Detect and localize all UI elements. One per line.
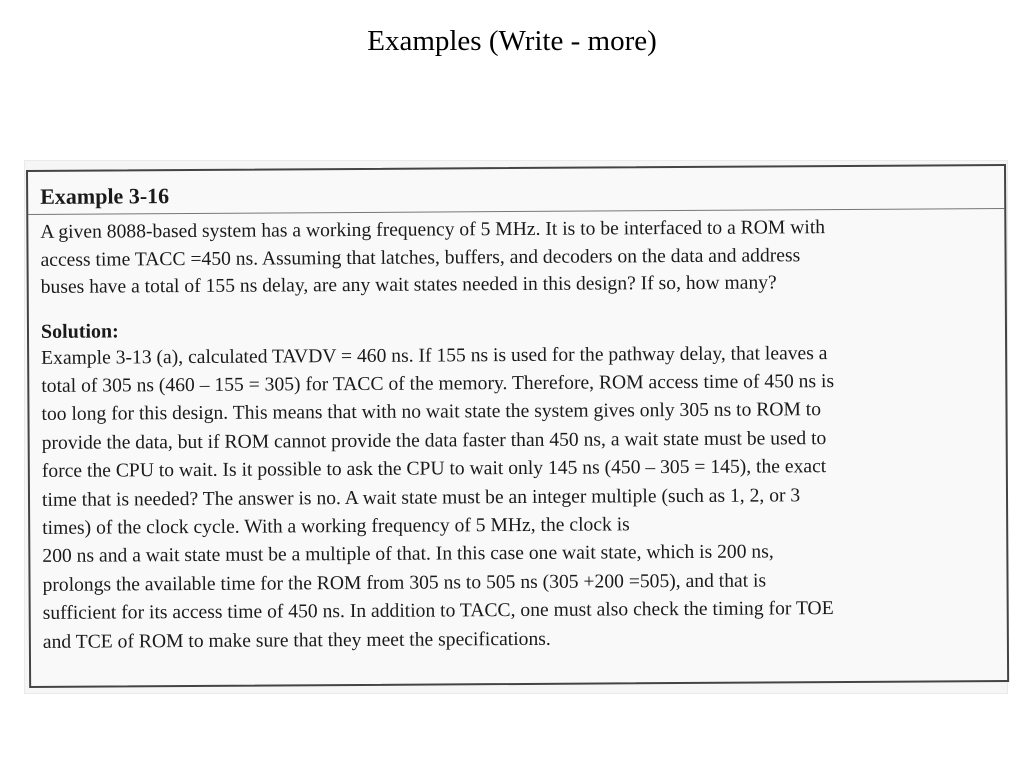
solution-line: force the CPU to wait. Is it possible to ask the CPU to wait only 145 ns (450 – 305 = 145), the exact (41, 456, 827, 483)
solution-line: total of 305 ns (460 – 155 = 305) for TACC of the memory. Therefore, ROM access time of 450 ns is (41, 370, 835, 397)
example-box (26, 164, 1009, 688)
scanned-textbook-excerpt (24, 160, 1008, 694)
solution-line: Example 3-13 (a), calculated TAVDV = 460 ns. If 155 ns is used for the pathway delay, that leaves a (41, 342, 828, 369)
solution-line: sufficient for its access time of 450 ns. In addition to TACC, one must also check the timing for TOE (42, 598, 834, 625)
solution-text (41, 339, 999, 657)
solution-heading: Solution: (40, 319, 119, 343)
solution-line: 200 ns and a wait state must be a multiple of that. In this case one wait state, which is 200 ns, (42, 541, 774, 568)
problem-line: A given 8088-based system has a working frequency of 5 MHz. It is to be interfaced to a ROM with (40, 217, 826, 243)
problem-line: buses have a total of 155 ns delay, are any wait states needed in this design? If so, how many? (40, 272, 777, 298)
solution-line: provide the data, but if ROM cannot provide the data faster than 450 ns, a wait state must be used to (41, 427, 827, 454)
example-heading: Example 3-16 (28, 178, 1004, 215)
solution-line: times) of the clock cycle. With a working frequency of 5 MHz, the clock is (42, 514, 630, 539)
problem-line: access time TACC =450 ns. Assuming that latches, buffers, and decoders on the data and address (40, 244, 801, 271)
solution-line: too long for this design. This means that with no wait state the system gives only 305 ns to ROM to (41, 399, 822, 426)
problem-statement (40, 213, 996, 301)
solution-line: time that is needed? The answer is no. A wait state must be an integer multiple (such as 1, 2, or 3 (41, 484, 801, 511)
slide-title: Examples (Write - more) (367, 25, 657, 57)
solution-line: prolongs the available time for the ROM from 305 ns to 505 ns (305 +200 =505), and that is (42, 570, 767, 596)
solution-line: and TCE of ROM to make sure that they meet the specifications. (42, 628, 551, 653)
